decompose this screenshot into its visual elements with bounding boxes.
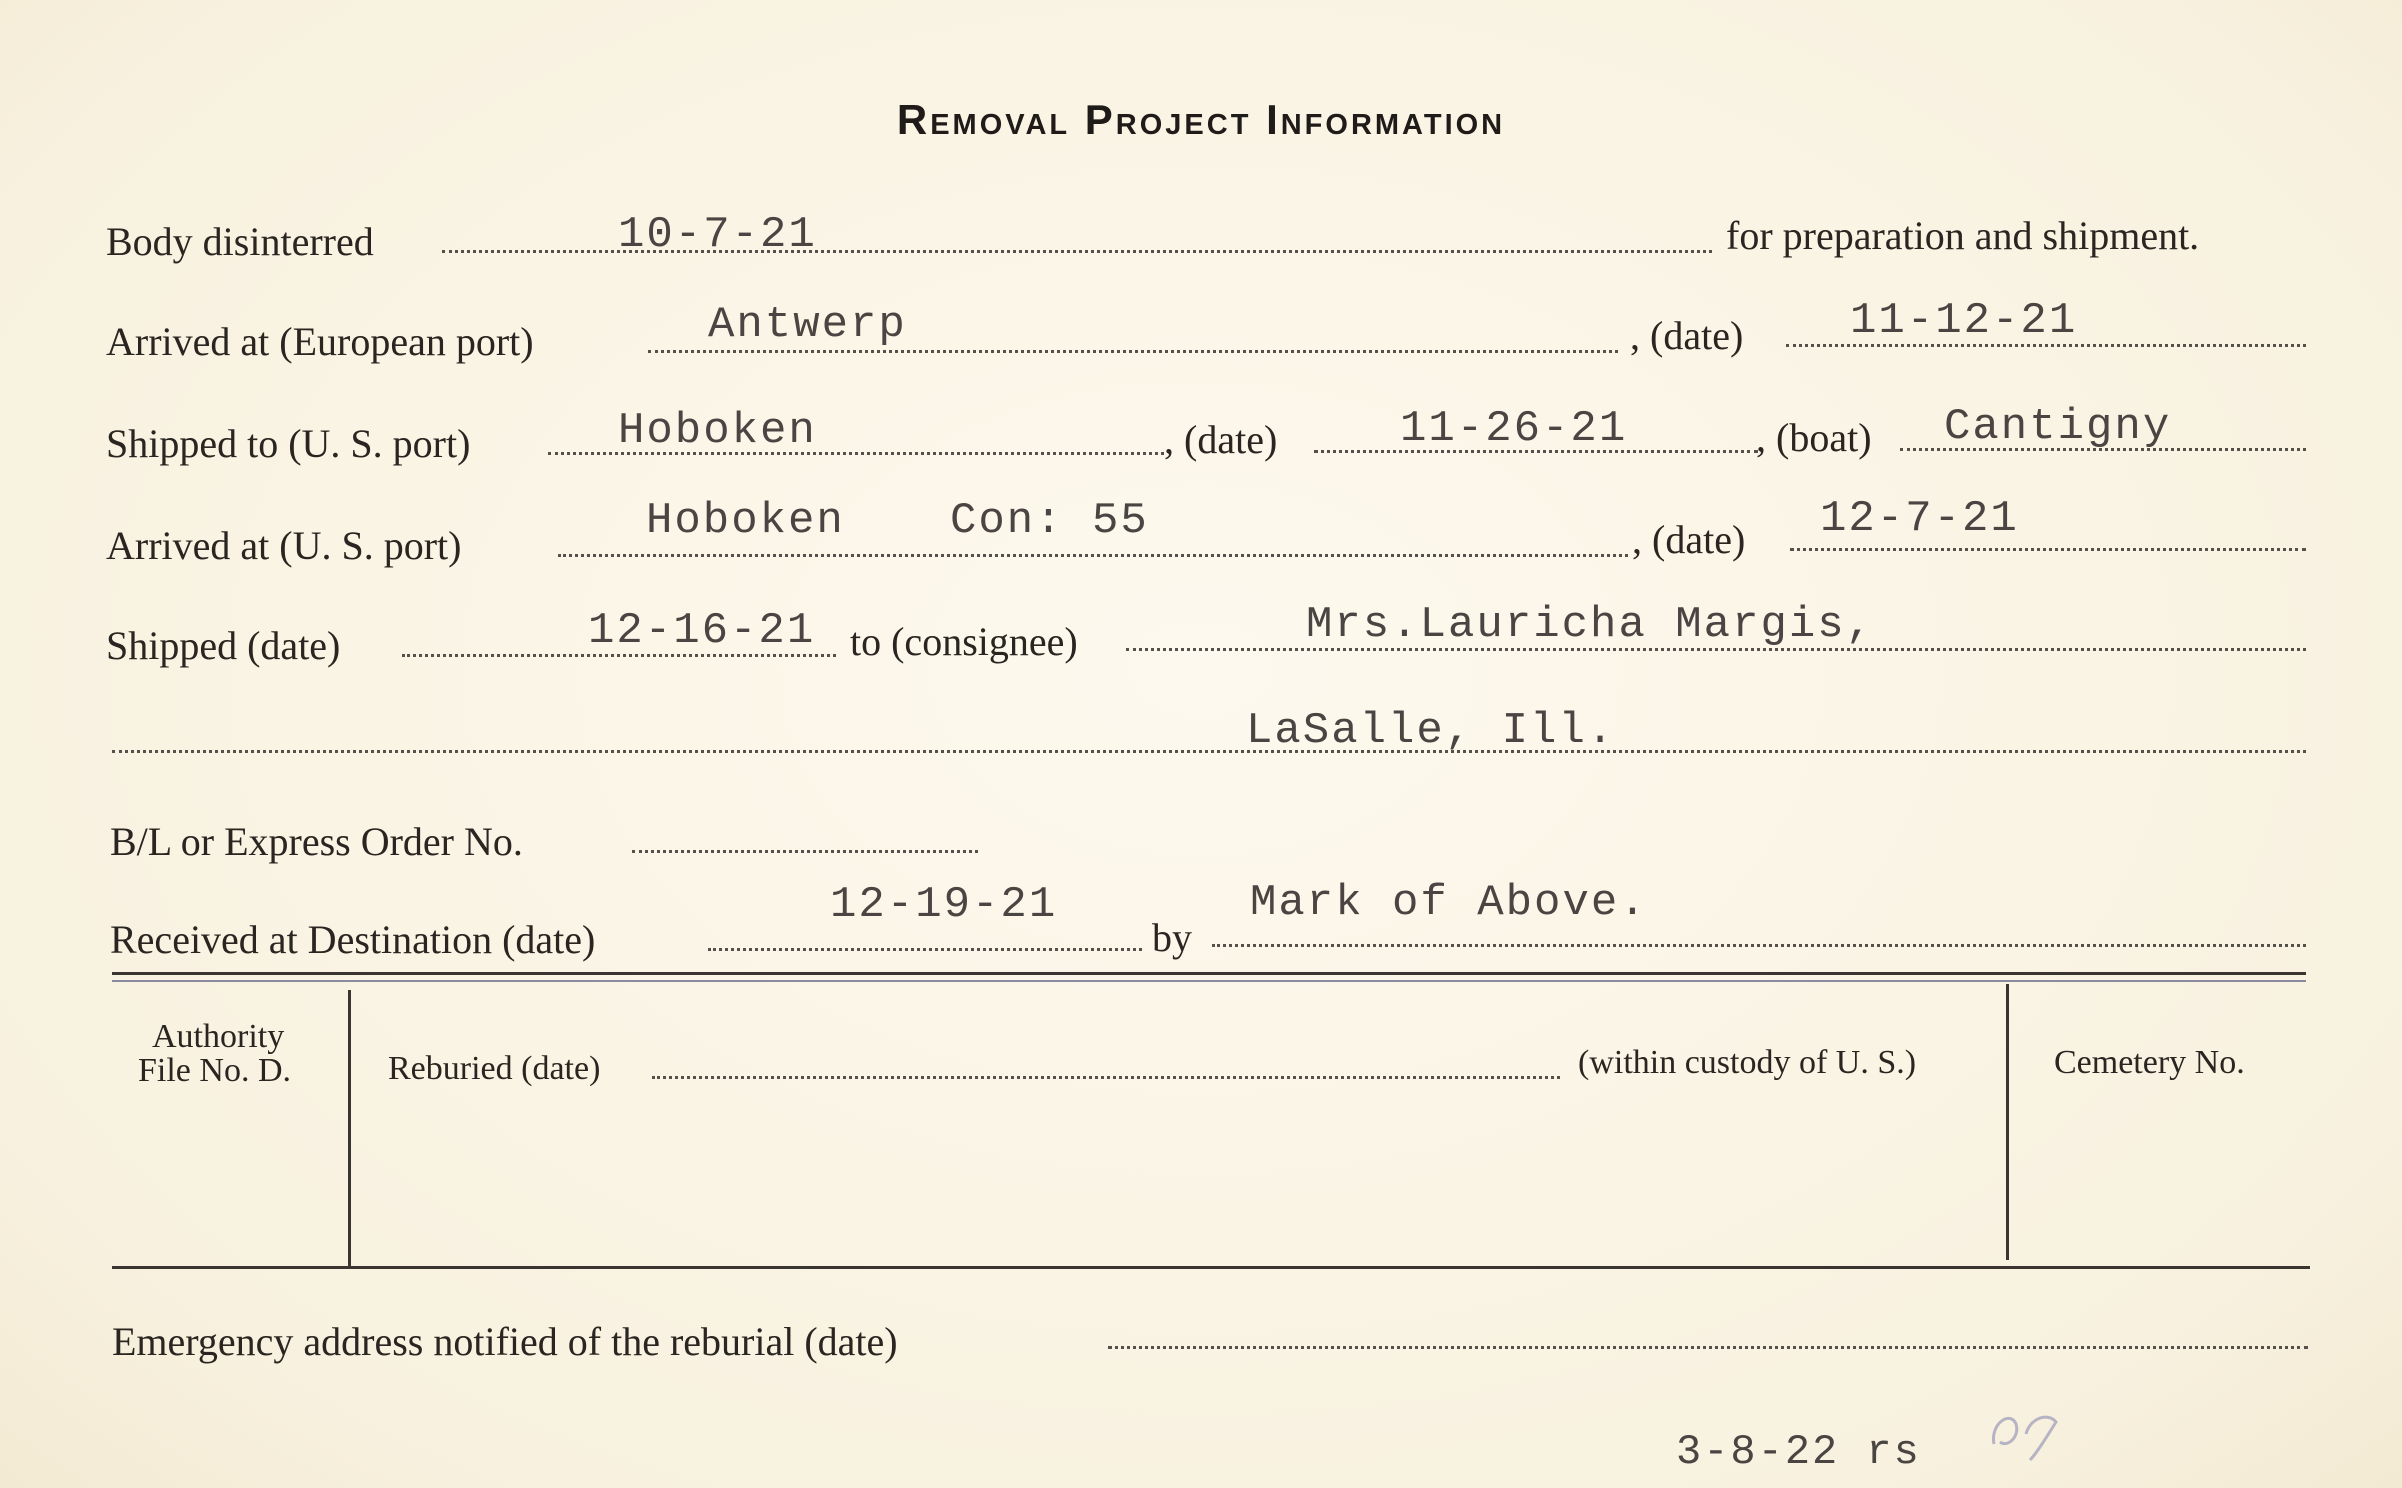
- shipped-to-value: Hoboken: [618, 406, 817, 456]
- boat-label: , (boat): [1756, 415, 1872, 460]
- arrived-us-line: [558, 554, 1628, 557]
- reburied-line: [652, 1076, 1560, 1079]
- body-disinterred-label: Body disinterred: [106, 219, 374, 264]
- shipped-to-date-label: , (date): [1164, 417, 1278, 462]
- shipped-date-label: Shipped (date): [106, 623, 341, 668]
- table-top-rule: [112, 972, 2306, 975]
- shipped-to-label: Shipped to (U. S. port): [106, 421, 471, 466]
- authority-label-2: File No. D.: [138, 1052, 291, 1089]
- table-bottom-rule: [112, 1266, 2310, 1269]
- stamp: 3-8-22 rs: [1676, 1428, 1921, 1476]
- boat-value: Cantigny: [1944, 402, 2172, 452]
- by-line: [1212, 944, 2306, 947]
- emergency-line: [1108, 1346, 2308, 1349]
- authority-label-1: Authority: [152, 1018, 285, 1055]
- consignee-value: Mrs.Lauricha Margis,: [1306, 600, 1875, 650]
- by-value: Mark of Above.: [1250, 878, 1648, 928]
- arrived-euro-value: Antwerp: [708, 300, 907, 350]
- arrived-us-label: Arrived at (U. S. port): [106, 523, 462, 568]
- body-disinterred-suffix: for preparation and shipment.: [1726, 213, 2200, 258]
- arrived-euro-label: Arrived at (European port): [106, 319, 534, 364]
- arrived-us-date-value: 12-7-21: [1820, 494, 2019, 544]
- card-title: Removal Project Information: [896, 96, 1506, 143]
- consignee-label: to (consignee): [850, 619, 1078, 664]
- shipped-date-value: 12-16-21: [588, 606, 816, 656]
- by-label: by: [1152, 915, 1192, 960]
- arrived-us-value: Hoboken: [646, 496, 845, 546]
- bl-line: [632, 850, 978, 853]
- received-value: 12-19-21: [830, 880, 1058, 930]
- body-disinterred-value: 10-7-21: [618, 210, 817, 260]
- emergency-label: Emergency address notified of the reburial (date): [112, 1319, 898, 1364]
- table-divider-left: [348, 990, 351, 1266]
- arrived-euro-date-label: , (date): [1630, 313, 1744, 358]
- table-top-rule-2: [112, 980, 2306, 982]
- initial-mark: [1986, 1404, 2066, 1464]
- cemetery-label: Cemetery No.: [2054, 1044, 2245, 1081]
- custody-label: (within custody of U. S.): [1578, 1044, 1917, 1081]
- consignee-address: LaSalle, Ill.: [1246, 706, 1616, 756]
- table-divider-right: [2006, 984, 2009, 1260]
- address-line: [112, 750, 2306, 753]
- arrived-euro-date-value: 11-12-21: [1850, 296, 2078, 346]
- bl-label: B/L or Express Order No.: [110, 819, 523, 864]
- reburied-label: Reburied (date): [388, 1050, 601, 1087]
- arrived-euro-line: [648, 350, 1618, 353]
- received-label: Received at Destination (date): [110, 917, 596, 962]
- arrived-us-date-line: [1790, 548, 2306, 551]
- arrived-us-con: Con: 55: [950, 496, 1149, 546]
- arrived-us-date-label: , (date): [1632, 517, 1746, 562]
- shipped-to-date-value: 11-26-21: [1400, 404, 1628, 454]
- received-line: [708, 948, 1142, 951]
